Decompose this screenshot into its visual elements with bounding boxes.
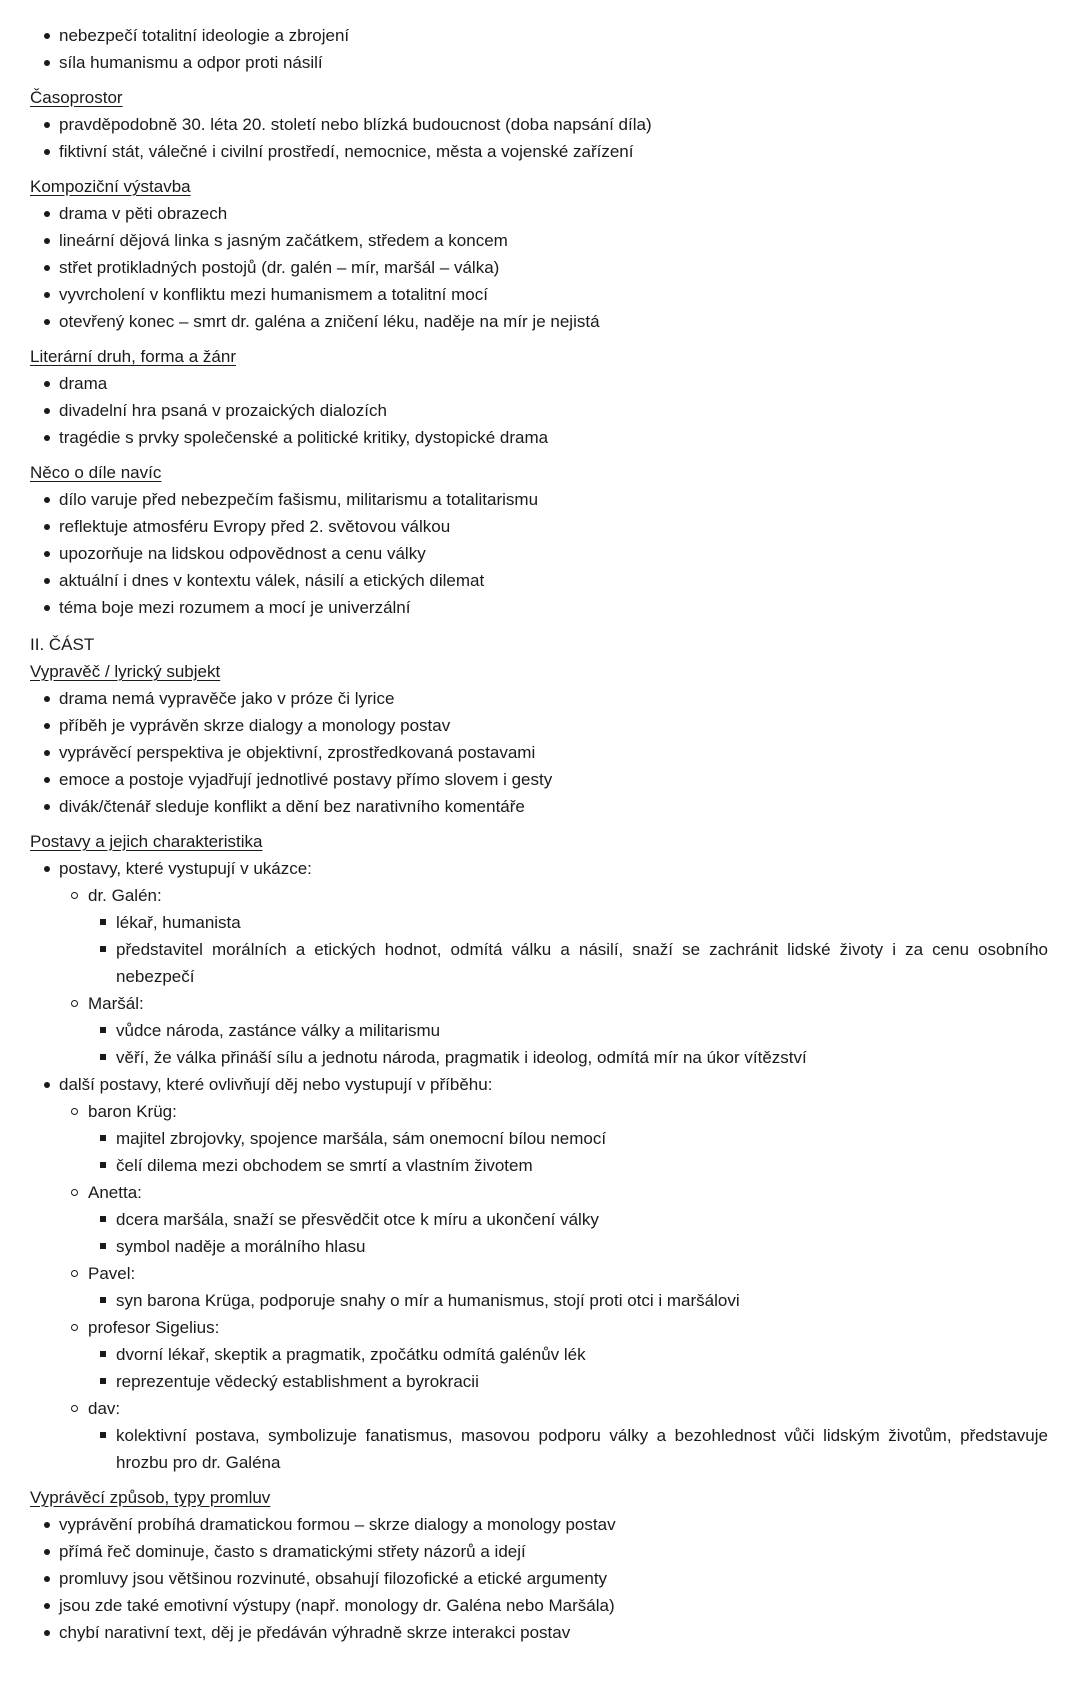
list-item: divák/čtenář sleduje konflikt a dění bez narativního komentáře <box>30 793 1050 820</box>
list-item: pravděpodobně 30. léta 20. století nebo blízká budoucnost (doba napsání díla) <box>30 111 1050 138</box>
list-item: vyprávění probíhá dramatickou formou – skrze dialogy a monology postav <box>30 1511 1050 1538</box>
character-traits <box>88 1287 1050 1314</box>
list-item: drama <box>30 370 1050 397</box>
section-heading-druh: Literární druh, forma a žánr <box>30 347 236 366</box>
navic-list <box>30 486 1050 621</box>
list-item: přímá řeč dominuje, často s dramatickými střety názorů a idejí <box>30 1538 1050 1565</box>
character-traits <box>88 909 1050 990</box>
character-item: dav: kolektivní postava, symbolizuje fanatismus, masovou podporu války a bezohlednost vůči lidským životům, představuje hrozbu pro dr. Galéna <box>59 1395 1050 1476</box>
list-item: střet protikladných postojů (dr. galén – mír, maršál – válka) <box>30 254 1050 281</box>
vypravec-list <box>30 685 1050 820</box>
list-item: lineární dějová linka s jasným začátkem, středem a koncem <box>30 227 1050 254</box>
druh-list <box>30 370 1050 451</box>
character-item: Maršál: vůdce národa, zastánce války a militarismu věří, že válka přináší sílu a jednotu národa, pragmatik i ideolog, odmítá mír na úkor vítězství <box>59 990 1050 1071</box>
list-item: další postavy, které ovlivňují děj nebo vystupují v příběhu: baron Krüg: majitel zbrojovky, spojence maršála, sám onemocní bílou nemocí čelí dilema mezi obchodem se smrtí a vlastním životem Anetta: dcera maršála, snaží se přesvědčit otce k míru a ukončení války symbol naděje a morálního hlasu Pavel: syn barona Krüga, podporuje snahy o mír a humanismus, stojí proti otci i maršálovi profesor Sigelius: dvorní lékař, skeptik a pragmatik, zpočátku odmítá galénův lék reprezentuje vědecký establishment a byrokracii dav: kolektivní postava, symbolizuje fanatismus, masovou podporu války a bezohlednost vůči lidským životům, představuje hrozbu pro dr. Galéna <box>30 1071 1050 1476</box>
section-heading-kompozice: Kompoziční výstavba <box>30 177 191 196</box>
list-item: síla humanismu a odpor proti násilí <box>30 49 1050 76</box>
character-item: Anetta: dcera maršála, snaží se přesvědčit otce k míru a ukončení války symbol naděje a morálního hlasu <box>59 1179 1050 1260</box>
list-item: tragédie s prvky společenské a politické kritiky, dystopické drama <box>30 424 1050 451</box>
character-traits <box>88 1125 1050 1179</box>
trait-item: dcera maršála, snaží se přesvědčit otce k míru a ukončení války <box>88 1206 1050 1233</box>
list-item: promluvy jsou většinou rozvinuté, obsahují filozofické a etické argumenty <box>30 1565 1050 1592</box>
character-item: profesor Sigelius: dvorní lékař, skeptik a pragmatik, zpočátku odmítá galénův lék reprezentuje vědecký establishment a byrokracii <box>59 1314 1050 1395</box>
list-item: příběh je vyprávěn skrze dialogy a monology postav <box>30 712 1050 739</box>
section-heading-vypravec: Vypravěč / lyrický subjekt <box>30 662 221 681</box>
trait-item: syn barona Krüga, podporuje snahy o mír a humanismus, stojí proti otci i maršálovi <box>88 1287 1050 1314</box>
list-item: upozorňuje na lidskou odpovědnost a cenu války <box>30 540 1050 567</box>
section-heading-postavy: Postavy a jejich charakteristika <box>30 832 263 851</box>
list-item: chybí narativní text, děj je předáván výhradně skrze interakci postav <box>30 1619 1050 1646</box>
list-item: téma boje mezi rozumem a mocí je univerzální <box>30 594 1050 621</box>
section-heading-zpusob: Vyprávěcí způsob, typy promluv <box>30 1488 271 1507</box>
character-traits <box>88 1341 1050 1395</box>
list-item: postavy, které vystupují v ukázce: dr. Galén: lékař, humanista představitel morálních a etických hodnot, odmítá válku a násilí, snaží se zachránit lidské životy i za cenu osobního nebezpečí Maršál: vůdce národa, zastánce války a militarismu věří, že válka přináší sílu a jednotu národa, pragmatik i ideolog, odmítá mír na úkor vítězství <box>30 855 1050 1071</box>
trait-item: lékař, humanista <box>88 909 1050 936</box>
other-characters-list <box>59 1098 1050 1476</box>
list-item: vyprávěcí perspektiva je objektivní, zprostředkovaná postavami <box>30 739 1050 766</box>
trait-item: představitel morálních a etických hodnot, odmítá válku a násilí, snaží se zachránit lidské životy i za cenu osobního nebezpečí <box>88 936 1050 990</box>
zpusob-list <box>30 1511 1050 1646</box>
main-characters-list <box>59 882 1050 1071</box>
character-traits <box>88 1422 1050 1476</box>
trait-item: kolektivní postava, symbolizuje fanatismus, masovou podporu války a bezohlednost vůči lidským životům, představuje hrozbu pro dr. Galéna <box>88 1422 1050 1476</box>
kompozice-list <box>30 200 1050 335</box>
part-label: II. ČÁST <box>30 635 95 654</box>
trait-item: majitel zbrojovky, spojence maršála, sám onemocní bílou nemocí <box>88 1125 1050 1152</box>
trait-item: věří, že válka přináší sílu a jednotu národa, pragmatik i ideolog, odmítá mír na úkor vítězství <box>88 1044 1050 1071</box>
trait-item: reprezentuje vědecký establishment a byrokracii <box>88 1368 1050 1395</box>
postavy-list <box>30 855 1050 1476</box>
section-heading-navic: Něco o díle navíc <box>30 463 162 482</box>
list-item: otevřený konec – smrt dr. galéna a zničení léku, naděje na mír je nejistá <box>30 308 1050 335</box>
list-item: nebezpečí totalitní ideologie a zbrojení <box>30 22 1050 49</box>
list-item: fiktivní stát, válečné i civilní prostředí, nemocnice, města a vojenské zařízení <box>30 138 1050 165</box>
character-item: baron Krüg: majitel zbrojovky, spojence maršála, sám onemocní bílou nemocí čelí dilema mezi obchodem se smrtí a vlastním životem <box>59 1098 1050 1179</box>
list-item: aktuální i dnes v kontextu válek, násilí a etických dilemat <box>30 567 1050 594</box>
casoprostor-list <box>30 111 1050 165</box>
trait-item: čelí dilema mezi obchodem se smrtí a vlastním životem <box>88 1152 1050 1179</box>
list-item: drama v pěti obrazech <box>30 200 1050 227</box>
character-item: dr. Galén: lékař, humanista představitel morálních a etických hodnot, odmítá válku a násilí, snaží se zachránit lidské životy i za cenu osobního nebezpečí <box>59 882 1050 990</box>
list-item: divadelní hra psaná v prozaických dialozích <box>30 397 1050 424</box>
character-traits <box>88 1206 1050 1260</box>
list-item: dílo varuje před nebezpečím fašismu, militarismu a totalitarismu <box>30 486 1050 513</box>
list-item: jsou zde také emotivní výstupy (např. monology dr. Galéna nebo Maršála) <box>30 1592 1050 1619</box>
character-traits <box>88 1017 1050 1071</box>
trait-item: dvorní lékař, skeptik a pragmatik, zpočátku odmítá galénův lék <box>88 1341 1050 1368</box>
trait-item: vůdce národa, zastánce války a militarismu <box>88 1017 1050 1044</box>
intro-list <box>30 22 1050 76</box>
section-heading-casoprostor: Časoprostor <box>30 88 123 107</box>
list-item: vyvrcholení v konfliktu mezi humanismem a totalitní mocí <box>30 281 1050 308</box>
list-item: emoce a postoje vyjadřují jednotlivé postavy přímo slovem i gesty <box>30 766 1050 793</box>
list-item: reflektuje atmosféru Evropy před 2. světovou válkou <box>30 513 1050 540</box>
character-item: Pavel: syn barona Krüga, podporuje snahy o mír a humanismus, stojí proti otci i maršálovi <box>59 1260 1050 1314</box>
trait-item: symbol naděje a morálního hlasu <box>88 1233 1050 1260</box>
list-item: drama nemá vypravěče jako v próze či lyrice <box>30 685 1050 712</box>
